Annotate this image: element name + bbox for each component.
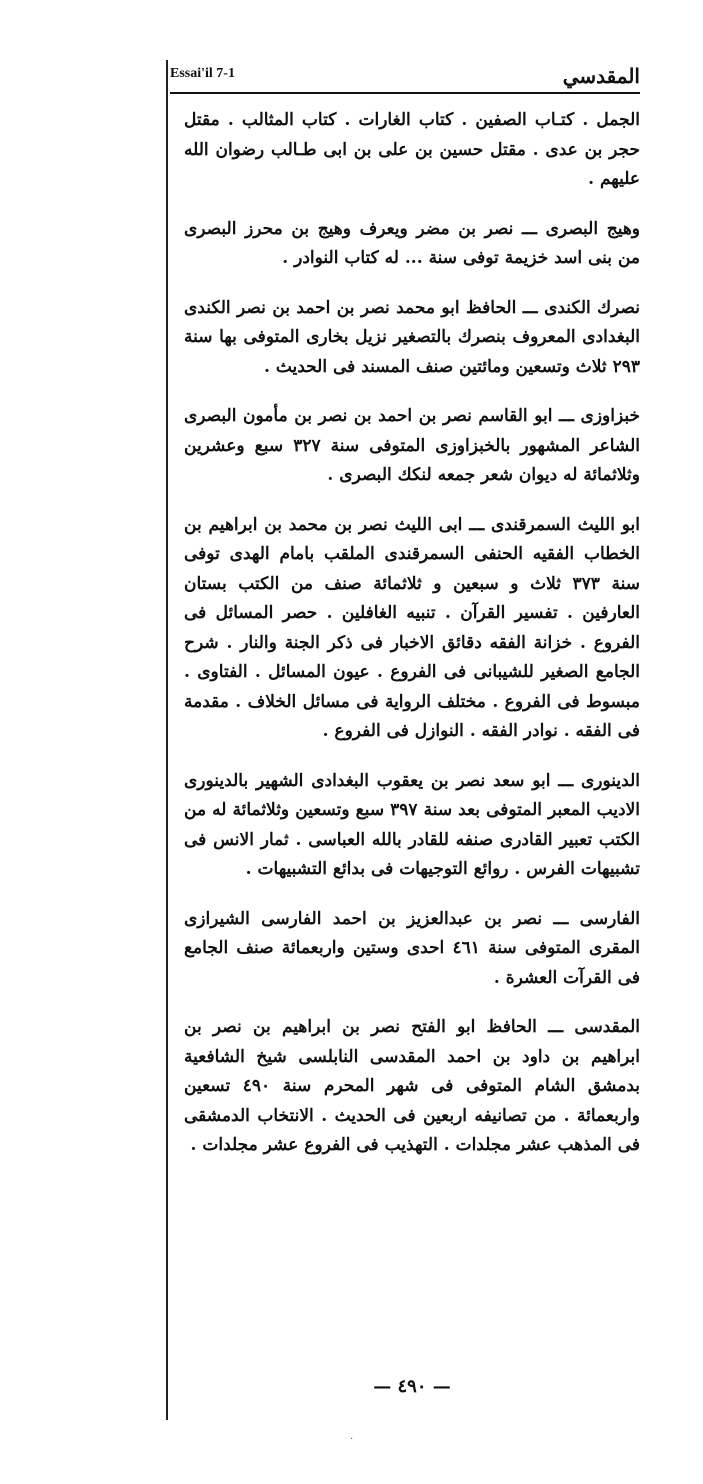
paragraph: الدينورى ـــ ابو سعد نصر بن يعقوب البغدادى الشهير بالدينورى الاديب المعبر المتوفى بعد سنة ٣٩٧ سبع وتسعين وثلاثمائة له من الكتب تعبير القادرى صنفه للقادر بالله العباسى . ثمار الانس فى تشبيهات الفرس . روائع التوجيهات فى بدائع التشبيهات . bbox=[184, 770, 641, 879]
scan-speck: · bbox=[350, 1434, 354, 1445]
paragraph: الفارسى ـــ نصر بن عبدالعزيز بن احمد الفارسى الشيرازى المقرى المتوفى سنة ٤٦١ احدى وستين واربعمائة صنف الجامع فى القرآت العشرة . bbox=[184, 908, 640, 988]
paragraph: ابو الليث السمرقندى ـــ ابى الليث نصر بن محمد بن ابراهيم بن الخطاب الفقيه الحنفى السمرقندى الملقب بامام الهدى توفى سنة ٣٧٣ ثلاث و سبعين و ثلاثمائة صنف من الكتب بستان العارفين . تفسير القرآن . تنبيه الغافلين . حصر المسائل فى الفروع . خزانة الفقه دقائق الاخبار فى ذكر الجنة والنار . شرح الجامع الصغير للشيبانى فى الفروع . عيون المسائل . الفتاوى . مبسوط فى الفروع . مختلف الرواية فى مسائل الخلاف . مقدمة فى الفقه . نوادر الفقه . النوازل فى الفروع . bbox=[184, 514, 640, 741]
header-rule bbox=[170, 92, 640, 94]
page-header bbox=[170, 60, 640, 96]
page-number: — ٤٩٠ — bbox=[373, 1376, 451, 1397]
margin-rule bbox=[166, 60, 168, 1420]
paragraph: المقدسى ـــ الحافظ ابو الفتح نصر بن ابراهيم بن نصر بن ابراهيم بن داود بن احمد المقدسى النابلسى شيخ الشافعية بدمشق الشام المتوفى فى شهر المحرم سنة ٤٩٠ تسعين واربعمائة . من تصانيفه اربعين فى الحديث . الانتخاب الدمشقى فى المذهب عشر مجلدات . التهذيب فى الفروع عشر مجلدات . bbox=[184, 1017, 640, 1155]
page-code: Essai'il 7-1 bbox=[170, 66, 235, 81]
running-title: المقدسي bbox=[562, 64, 640, 88]
paragraph: الجمل . كتـاب الصفين . كتاب الغارات . كتاب المثالب . مقتل حجر بن عدى . مقتل حسين بن على بن ابى طـالب رضوان الله عليهم . bbox=[184, 110, 640, 189]
paragraph: خبزاوزى ـــ ابو القاسم نصر بن احمد بن نصر بن مأمون البصرى الشاعر المشهور بالخبزاوزى المتوفى سنة ٣٢٧ سبع وعشرين وثلاثمائة له ديوان شعر جمعه لنكك البصرى . bbox=[184, 406, 640, 485]
paragraph: نصرك الكندى ـــ الحافظ ابو محمد نصر بن احمد بن نصر الكندى البغدادى المعروف بنصرك بالتصغير نزيل بخارى المتوفى بها سنة ٢٩٣ ثلاث وتسعين ومائتين صنف المسند فى الحديث . bbox=[184, 297, 640, 377]
body-text bbox=[184, 106, 640, 1181]
paragraph: وهيج البصرى ـــ نصر بن مضر ويعرف وهيج بن محرز البصرى من بنى اسد خزيمة توفى سنة ... له كتاب النوادر . bbox=[184, 218, 640, 268]
